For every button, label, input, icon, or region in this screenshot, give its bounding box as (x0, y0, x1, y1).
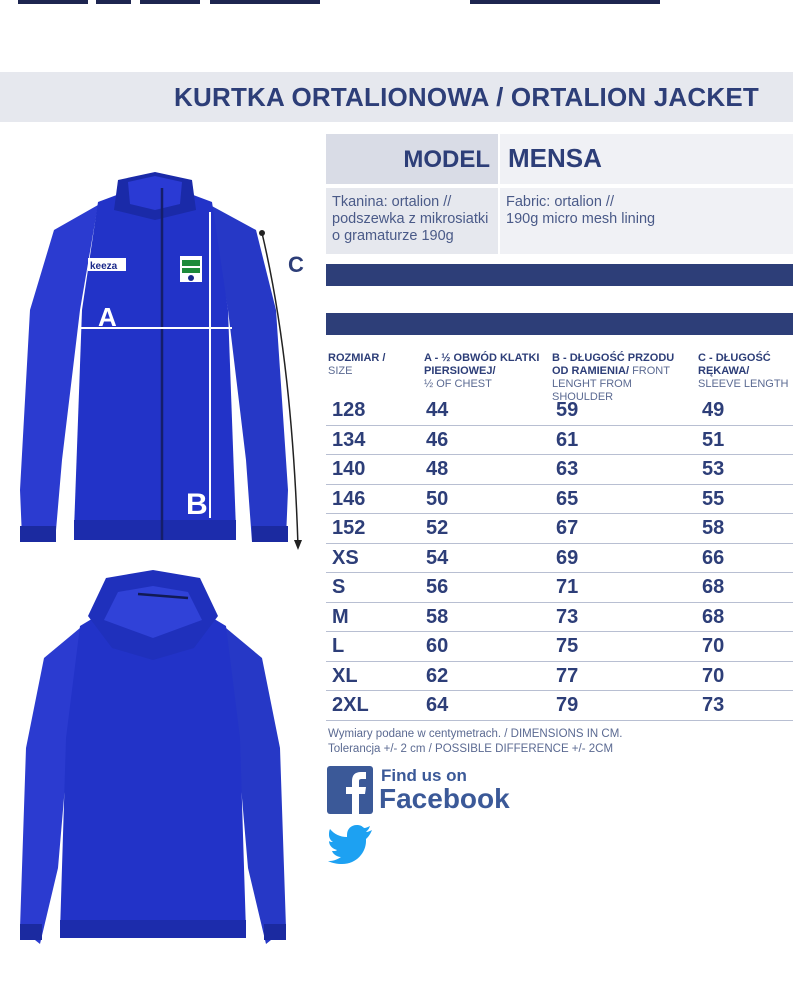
jacket-back-image (18, 568, 288, 950)
table-row (326, 396, 793, 426)
cell-chest: 46 (426, 428, 449, 451)
table-row (326, 544, 793, 574)
note-tolerance: Tolerancja +/- 2 cm / POSSIBLE DIFFERENCE +/- 2CM (328, 743, 614, 755)
cell-sleeve: 66 (702, 546, 725, 569)
divider-bar (326, 313, 793, 335)
cell-front-length: 73 (556, 605, 579, 628)
header-front-length: B - DŁUGOŚĆ PRZODU OD RAMIENIA/ FRONT LENGHT FROM SHOULDER (552, 352, 675, 403)
cell-chest: 48 (426, 458, 449, 480)
table-row (326, 485, 793, 515)
table-row (326, 603, 793, 633)
cell-front-length: 63 (556, 458, 579, 480)
cell-size: 152 (332, 517, 366, 539)
cell-size: XL (332, 664, 358, 687)
label-c: C (288, 252, 304, 277)
cell-sleeve: 49 (702, 399, 725, 421)
cell-chest: 50 (426, 487, 449, 510)
cell-size: M (332, 605, 349, 628)
table-row (326, 691, 793, 721)
table-row (326, 455, 793, 485)
fabric-en-line: 190g micro mesh lining (506, 211, 656, 227)
cell-size: 134 (332, 428, 366, 451)
divider-bar (326, 264, 793, 286)
cell-front-length: 77 (556, 664, 579, 687)
cell-size: 128 (332, 399, 366, 421)
fabric-pl-line: podszewka z mikrosiatki (332, 211, 489, 227)
facebook-link[interactable] (327, 764, 527, 814)
cell-sleeve: 68 (702, 576, 725, 598)
cell-chest: 60 (426, 635, 449, 657)
svg-text:keeza: keeza (90, 261, 118, 272)
fabric-description-en (500, 188, 793, 254)
label-b: B (186, 488, 208, 521)
cell-front-length: 61 (556, 428, 579, 451)
cell-chest: 44 (426, 399, 449, 421)
cell-size: 2XL (332, 694, 369, 716)
cell-sleeve: 51 (702, 428, 725, 451)
cell-size: 140 (332, 458, 366, 480)
cell-front-length: 65 (556, 487, 579, 510)
cell-size: 146 (332, 487, 366, 510)
cell-chest: 52 (426, 517, 449, 539)
note-units: Wymiary podane w centymetrach. / DIMENSIONS IN CM. (328, 728, 623, 740)
label-a: A (98, 302, 117, 332)
cell-chest: 54 (426, 546, 449, 569)
cell-front-length: 75 (556, 635, 579, 657)
model-label-cell (326, 134, 498, 184)
cell-chest: 58 (426, 605, 449, 628)
cell-size: XS (332, 546, 359, 569)
top-cropped-header (0, 0, 793, 8)
table-row (326, 514, 793, 544)
cell-sleeve: 53 (702, 458, 725, 480)
twitter-icon[interactable] (328, 824, 372, 864)
cell-sleeve: 55 (702, 487, 725, 510)
cell-sleeve: 70 (702, 635, 725, 657)
fabric-pl-line: Tkanina: ortalion // (332, 194, 452, 210)
cell-sleeve: 70 (702, 664, 725, 687)
title-bar (0, 72, 793, 122)
dimension-notes (328, 727, 623, 757)
page-title: KURTKA ORTALIONOWA / ORTALION JACKET (174, 82, 759, 112)
header-size: ROZMIAR / SIZE (328, 352, 386, 377)
model-value: MENSA (508, 143, 602, 173)
table-row (326, 632, 793, 662)
fabric-description-pl (326, 188, 498, 254)
fabric-row (326, 188, 793, 254)
table-row (326, 662, 793, 692)
cell-size: S (332, 576, 346, 598)
cell-chest: 62 (426, 664, 449, 687)
header-chest: A - ½ OBWÓD KLATKI PIERSIOWEJ/ ½ OF CHEST (424, 352, 540, 390)
cell-front-length: 59 (556, 399, 579, 421)
facebook-icon[interactable] (327, 766, 373, 814)
cell-front-length: 71 (556, 576, 579, 598)
fabric-en-line: Fabric: ortalion // (506, 194, 614, 210)
cell-front-length: 69 (556, 546, 579, 569)
cell-size: L (332, 635, 345, 657)
model-value-cell (500, 134, 793, 184)
cell-sleeve: 68 (702, 605, 725, 628)
model-label: MODEL (403, 146, 490, 173)
fabric-pl-line: o gramaturze 190g (332, 228, 454, 244)
cell-sleeve: 73 (702, 694, 725, 716)
cell-chest: 56 (426, 576, 449, 598)
facebook-label: Facebook (379, 783, 510, 814)
cell-front-length: 67 (556, 517, 579, 539)
find-us-label: Find us on (381, 766, 467, 785)
cell-sleeve: 58 (702, 517, 725, 539)
table-row (326, 573, 793, 603)
model-row (326, 134, 793, 184)
size-rows (326, 396, 793, 721)
cell-chest: 64 (426, 694, 449, 716)
jacket-front-image (10, 160, 315, 560)
header-sleeve: C - DŁUGOŚĆ RĘKAWA/ SLEEVE LENGTH (698, 352, 789, 390)
table-row (326, 426, 793, 456)
cell-front-length: 79 (556, 694, 579, 716)
